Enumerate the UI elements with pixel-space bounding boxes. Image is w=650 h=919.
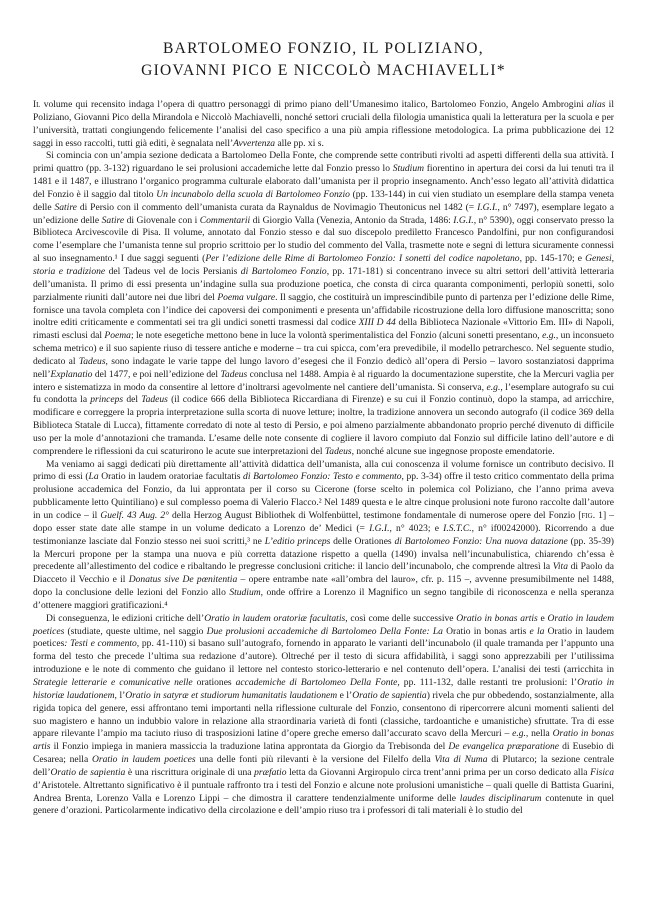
italic-text: Satire — [54, 201, 77, 213]
text-run: il Poliziano, Giovanni Pico della Mirandola e Niccolò Machiavelli, nonché settori cruciali della filologia umanistica quali la letteratura per la scuola e per l’università, trattati congiungendo felicemente l’analisi del caso specifico a una più ampia riflessione metodologica. La prima pubblicazione dei 12 saggi in esso raccolti, tutti già editi, è segnalata nell’ — [33, 99, 614, 149]
italic-text: di Bartolomeo Fonzio: Una nuova datazione — [394, 535, 568, 547]
italic-text: Poema vulgare — [217, 291, 276, 303]
italic-text: Genesi, storia e tradizione — [33, 253, 614, 277]
text-run: , un inconsueto schema metrico) e il suo sapiente riuso di tessere antiche e moderne – tra cui spicca, com’era prevedibile, il modello petrarchesco. Nel seguente studio, dedicato al — [33, 330, 615, 367]
paragraph-4 — [33, 613, 614, 819]
italic-text: Oratio in laudem oratoriæ facultatis — [204, 612, 346, 624]
text-run: della Biblioteca Nazionale «Vittorio Em. III» di Napoli, rimasti esclusi dal — [33, 317, 614, 342]
text-run: . Il saggio, che costituirà un imprescindibile punto di partenza per l’edizione delle Rime, fornisce una tavola completa con l’indice dei capoversi dei componimenti e presenta un’affidabile ricostruzione della loro diffusione manoscritta; sono inoltre editi criticamente e commentati sei tra gli undici sonetti trasmessi dal codice — [33, 291, 614, 329]
italic-text: Oratio in laudem poetices — [33, 612, 614, 637]
italic-text: : Testi e commento — [64, 638, 137, 650]
text-run: Si comincia con un’ampia sezione dedicata a Bartolomeo Della Fonte, che comprende sette contributi rivolti ad aspetti differenti della sua attività. I primi quattro (pp. 3-132) riguardano le sei prolusioni accademiche lette dal Fonzio presso lo — [33, 150, 614, 175]
text-run: del Tadeus vel de locis Persianis — [105, 265, 241, 277]
text-run: di Eusebio di Cesarea; nella — [33, 741, 614, 766]
text-run: , così come delle successive — [345, 612, 457, 624]
text-run: di Persio con il commento dell’umanista curata da Raynaldus de Novimagio Theutonicus nel 1482 (= — [76, 201, 478, 213]
text-run: , nella — [525, 728, 553, 740]
italic-text: Oratio in laudem poetices — [91, 754, 196, 766]
text-run: conclusa nel 1488. Ampia è al riguardo la documentazione superstite, che la Mercuri vaglia per intero e sistematizza in modo da consentire al lettore d’inoltrarsi agevolmente nel cantiere dell’umanista. Si conserva, — [33, 368, 614, 393]
italic-text: Oratio in satyræ et studiorum humanitatis laudationem — [125, 689, 338, 701]
italic-text: I.S.T.C. — [443, 522, 472, 534]
text-run: , l’esemplare autografo su cui fu condotta la — [33, 381, 614, 406]
italic-text: Tadeus — [78, 355, 106, 367]
text-run: alle pp. xi s. — [275, 137, 324, 149]
italic-text: princeps — [90, 394, 124, 406]
italic-text: Studium — [392, 163, 424, 175]
text-run: fiorentino in apertura dei corsi da lui tenuti tra il 1481 e il 1487, e illustrano l’organico programma culturale elaborato dall’umanista per il proprio insegnamento. Anch’esso legato all’attività didattica del Fonzio è il saggio dal titolo — [33, 163, 614, 200]
text-run: , onde offrire a Lorenzo il Magnifico un segno tangibile di riconoscenza e nella speranza d’ottenere maggiori gratificazioni.⁴ — [33, 587, 614, 611]
small-caps-text: Il — [33, 99, 41, 110]
text-run: – opere entrambe nate «all’ombra del lauro», cfr. p. 115 –, avvenne presumibilmente nel 1488, dopo la conclusione delle lezioni del Fonzio allo — [33, 574, 614, 599]
italic-text: I.G.I. — [477, 201, 498, 213]
text-run: ] – dopo esser state date alle stampe in un volume dedicato a Lorenzo de’ Medici (= — [33, 510, 614, 534]
italic-text: De evangelica præparatione — [448, 741, 560, 753]
text-run: , l’ — [114, 689, 126, 701]
text-run: e l’ — [337, 689, 353, 701]
text-run: volume qui recensito indaga l’opera di quattro personaggi di primo piano dell’Umanesimo italico, Bartolomeo Fonzio, Angelo Ambrogini — [40, 99, 587, 110]
text-run: , pp. 41-110) si basano sull’autografo, fornendo in apparato le varianti dell’incunabolo (il quale tramanda per l’appunto una forma del testo che precede l’ultima sua redazione d’autore). Oltreché per il testo di sicura affidabilità, i saggi sono apprezzabili per l’utilissima introduzione e le note di commento che guidano il lettore nel contesto storico-letterario e nel contenuto dell’opera. L’analisi dei testi (arricchita in — [33, 638, 614, 676]
text-run: orationes — [192, 676, 236, 688]
title-line-1: BARTOLOMEO FONZIO, IL POLIZIANO, — [163, 40, 484, 57]
italic-text: accademiche di Bartolomeo Della Fonte — [235, 676, 398, 688]
text-run: Oratio in laudem oratoriae facultatis — [98, 471, 244, 483]
text-run: Ma veniamo ai saggi dedicati più direttamente all’attività didattica dell’umanista, alla cui conoscenza il volume fornisce un contributo decisivo. Il primo di essi ( — [33, 458, 614, 483]
italic-text: Donatus sive De pœnitentia — [128, 574, 238, 586]
italic-text: Guelf. 43 Aug. 2° — [100, 510, 169, 521]
article-title — [33, 0, 614, 82]
text-run: di Giorgio Valla (Venezia, Antonio da Strada, 1486: — [250, 214, 454, 226]
italic-text: Fisica — [590, 766, 615, 778]
italic-text: Avvertenza — [233, 137, 276, 149]
text-run: , pp. 3-34) offre il testo critico commentato della prima prolusione accademica del Fonzio, da lui approntata per il corso su Cicerone (forse scelto in polemica col Poliziano, che l’anno prima aveva pubblicamente letto Quintiliano) e sul complesso poema di Valerio Flacco.² Nel 1489 questa e le altre cinque prolusioni note furono raccolte dall’autore in un codice – il — [33, 471, 615, 521]
text-run: (pp. 133-144) in cui vien studiato un esemplare della stampa veneta delle — [33, 188, 615, 213]
text-run: Oratio in bonas artis — [442, 625, 530, 637]
text-run: Di conseguenza, le edizioni critiche dell’ — [46, 612, 205, 624]
italic-text: I.G.I. — [453, 214, 474, 226]
text-run: d’Aristotele. Altrettanto significativo è il puntuale raffronto tra i testi del Fonzio e alcune note prolusioni umanistiche – quali quelle di Battista Guarini, Andrea Brenta, Lorenzo Valla e Lorenzo Lippi – che dimostra il carattere tendenzialmente uniforme delle — [33, 779, 614, 804]
italic-text: præfatio — [254, 766, 287, 778]
text-run: contenute in quel genere d’orazioni. Particolarmente indicativo della circolazione e dell’ampio riuso tra i professori di tali materiali è lo studio del — [33, 792, 614, 817]
text-run: una delle fonti più rilevanti è la versione del Filelfo della — [195, 754, 435, 766]
article-body — [33, 99, 614, 818]
italic-text: Oratio in bonas artis — [456, 612, 538, 624]
text-run: di Giovenale con i — [124, 214, 200, 226]
text-run: e — [537, 612, 548, 624]
italic-text: Oratio in historiæ laudationem — [33, 676, 614, 701]
text-run: , nonché alcune sue ingegnose proposte emendatorie. — [351, 445, 555, 457]
italic-text: laudes disciplinarum — [459, 792, 542, 804]
text-run: , pp. 171-181) si concentrano invece su altri settori dell’attività letteraria dell’umanista. Il primo di essi presenta un’indagine sulla sua produzione poetica, che consta di circa quaranta componimenti, perlopiù sonetti, solo parzialmente riuniti dall’autore nei due libri del — [33, 265, 615, 303]
italic-text: di Bartolomeo Fonzio — [240, 265, 327, 277]
italic-text: Oratio de sapientia — [352, 689, 427, 701]
text-run: , n° 4023; e — [389, 522, 444, 534]
italic-text: Per l’edizione delle Rime di Bartolomeo Fonzio: I sonetti del codice napoletano — [205, 253, 520, 265]
italic-text: Strategie letterarie e comunicative nelle — [33, 676, 193, 688]
italic-text: Due prolusioni accademiche di Bartolomeo Della Fonte: La — [206, 625, 443, 637]
italic-text: L’editio princeps — [264, 535, 331, 547]
text-run: , pp. 111-132, dalle restanti tre prolusioni: l’ — [397, 676, 578, 688]
paragraph-2 — [33, 150, 614, 458]
small-caps-text: fig. 1 — [581, 510, 603, 521]
text-run: delle Orationes — [330, 535, 395, 547]
italic-text: Commentarii — [199, 214, 251, 226]
paragraph-1 — [33, 99, 614, 150]
text-run: ; le note esegetiche mettono bene in luce la volontà sperimentalistica del Fonzio (alcuni sonetti presentano, — [130, 330, 543, 342]
italic-text: e.g. — [512, 728, 526, 740]
italic-text: alias — [586, 99, 606, 110]
text-run: , sono indagate le varie tappe del lungo lavoro d’esegesi che il Fonzio dedicò all’opera di Persio – lavoro sostanziatosi dapprima nell’ — [33, 355, 614, 380]
text-run: il Fonzio impiega in maniera massiccia la traduzione latina approntata da Giorgio da Trebisonda del — [50, 741, 449, 753]
italic-text: I.G.I. — [369, 522, 390, 534]
italic-text: Oratio in bonas artis — [33, 728, 614, 753]
italic-text: Studium — [229, 587, 261, 599]
text-run: , n° 5390), oggi conservato presso la Biblioteca Arcivescovile di Pisa. Il volume, annotato dal Fonzio stesso e dal suo discepolo prediletto Francesco Pandolfini, pur non configurandosi come l’esemplare che l’umanista tenne sul proprio scrittoio per lo studio del commento del Valla, trasmette note e segni di lettura sicuramente connessi al suo insegnamento.¹ I due saggi seguenti ( — [33, 214, 615, 265]
text-run: (pp. 35-39) la Mercuri propone per la stampa una nuova e più corretta datazione rispetto a quella (1490) invalsa nell’incunabulistica, chiarendo ch’essa è precedente all’allestimento del codice e ribaltando le pregresse conclusioni critiche: il lancio dell’incunabolo, che comprende altresì la — [33, 535, 614, 573]
text-run: , pp. 145-170; e — [519, 253, 586, 265]
italic-text: La — [88, 471, 99, 483]
text-run: è una riscrittura originale di una — [125, 766, 255, 778]
italic-text: e la — [529, 625, 545, 637]
italic-text: Oratio de sapientia — [50, 766, 126, 778]
text-run: , n° if00242000). Ricorrendo a due testimonianze lasciate dal Fonzio stesso nei suoi scritti,³ ne — [33, 522, 615, 547]
italic-text: Satire — [101, 214, 125, 226]
text-run: , n° 7497), esemplare legato a un’edizione delle — [33, 201, 614, 226]
italic-text: Vita — [552, 561, 568, 573]
italic-text: e.g. — [542, 330, 556, 342]
italic-text: Vita di Numa — [434, 754, 488, 766]
italic-text: Tadeus — [324, 445, 352, 457]
title-line-2: GIOVANNI PICO E NICCOLÒ MACHIAVELLI* — [141, 62, 506, 79]
italic-text: di Bartolomeo Fonzio: Testo e commento — [243, 471, 402, 483]
text-run: letta da Giovanni Argiropulo circa trent’anni prima per un corso dedicato alla — [286, 766, 591, 778]
italic-text: Tadeus — [141, 394, 168, 406]
italic-text: XIII D 44 — [358, 317, 396, 329]
text-run: Oratio in laudem poetices — [33, 625, 614, 650]
text-run: (studiate, queste ultime, nel saggio — [64, 625, 207, 637]
text-run: del — [123, 394, 142, 406]
text-run: (il codice 666 della Biblioteca Riccardiana di Firenze) e su cui il Fonzio continuò, dopo la stampa, ad arricchire, modificare e correggere la propria interpretazione sulla scorta di nuove letture; inoltre, la tradizione annovera un secondo autografo (il codice 369 della Biblioteca Statale di Lucca), fittamente corredato di note al testo di Persio, e poi almeno parzialmente abbandonato proprio perché divenuto di difficile uso per la mole d’annotazioni che tramanda. L’esame delle note consente di cogliere il lavoro compiuto dal Fonzio sul difficile latino dell’autore e di comprendere le riflessioni da cui scaturirono le acute sue interpretazioni del — [33, 394, 615, 457]
italic-text: Tadeus — [220, 368, 248, 380]
italic-text: e.g. — [486, 381, 501, 393]
italic-text: Explanatio — [50, 368, 93, 380]
text-run: della Herzog August Bibliothek di Wolfenbüttel, testimone fondamentale di numerose opere del Fonzio [ — [168, 510, 582, 521]
italic-text: Un incunabolo della scuola di Bartolomeo Fonzio — [156, 188, 350, 200]
italic-text: Poema — [104, 330, 131, 342]
text-run: di Plutarco; la sezione centrale dell’ — [33, 754, 614, 778]
text-run: di Paolo da Diacceto il Vecchio e il — [33, 561, 615, 586]
paragraph-3 — [33, 459, 614, 613]
text-run: del 1477, e poi nell’edizione del — [92, 368, 221, 380]
text-run: ) rivela che pur obbedendo, sostanzialmente, alla rigida topica del genere, essi affrontano temi importanti nella riflessione culturale del Fonzio, consentono di ripercorrere alcuni momenti salienti del suo magistero e hanno un indubbio valore in relazione alla straordinaria varietà di fonti (classiche, tardoantiche e umanistiche) sfruttate. Tra di esse appare rilevante l’ampio ma taciuto riuso di trasposizioni latine d’opere greche emerso dall’accurato scavo della Mercuri – — [33, 689, 615, 740]
